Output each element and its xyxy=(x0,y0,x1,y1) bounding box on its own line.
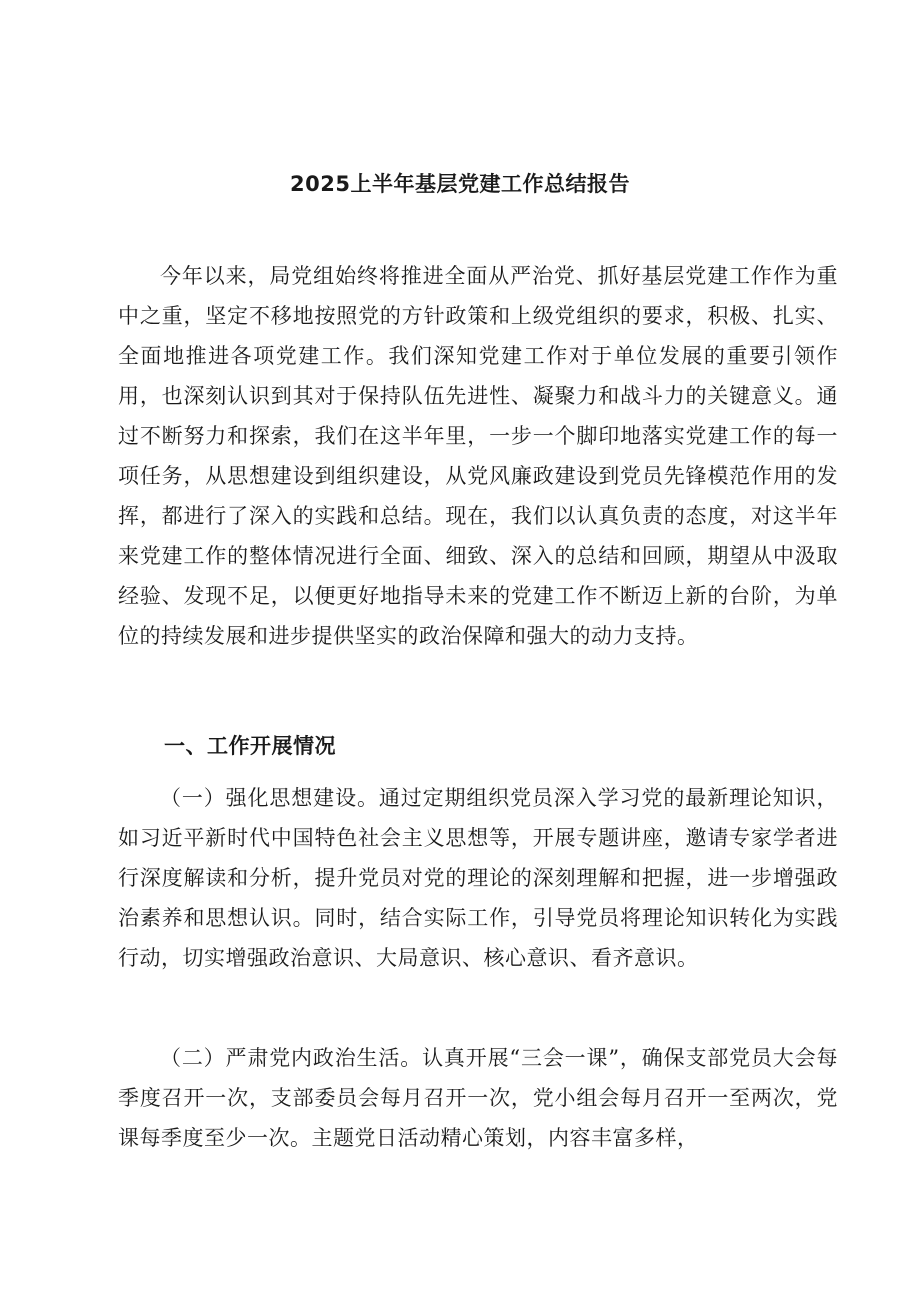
paragraph-party-political-life: （二）严肃党内政治生活。认真开展“三会一课”，确保支部党员大会每季度召开一次，支部委员会每月召开一次，党小组会每月召开一至两次，党课每季度至少一次。主题党日活动精心策划，内容丰富多样， xyxy=(118,1046,838,1150)
document-title: 2025上半年基层党建工作总结报告 xyxy=(290,172,630,196)
intro-paragraph: 今年以来，局党组始终将推进全面从严治党、抓好基层党建工作作为重中之重，坚定不移地按照党的方针政策和上级党组织的要求，积极、扎实、全面地推进各项党建工作。我们深知党建工作对于单位发展的重要引领作用，也深刻认识到其对于保持队伍先进性、凝聚力和战斗力的关键意义。通过不断努力和探索，我们在这半年里，一步一个脚印地落实党建工作的每一项任务，从思想建设到组织建设，从党风廉政建设到党员先锋模范作用的发挥，都进行了深入的实践和总结。现在，我们以认真负责的态度，对这半年来党建工作的整体情况进行全面、细致、深入的总结和回顾，期望从中汲取经验、发现不足，以便更好地指导未来的党建工作不断迈上新的台阶，为单位的持续发展和进步提供坚实的政治保障和强大的动力支持。 xyxy=(118,264,838,648)
paragraph-ideological-building: （一）强化思想建设。通过定期组织党员深入学习党的最新理论知识，如习近平新时代中国特色社会主义思想等，开展专题讲座，邀请专家学者进行深度解读和分析，提升党员对党的理论的深刻理解和把握，进一步增强政治素养和思想认识。同时，结合实际工作，引导党员将理论知识转化为实践行动，切实增强政治意识、大局意识、核心意识、看齐意识。 xyxy=(118,786,838,970)
section-heading-work-progress: 一、工作开展情况 xyxy=(164,734,336,758)
